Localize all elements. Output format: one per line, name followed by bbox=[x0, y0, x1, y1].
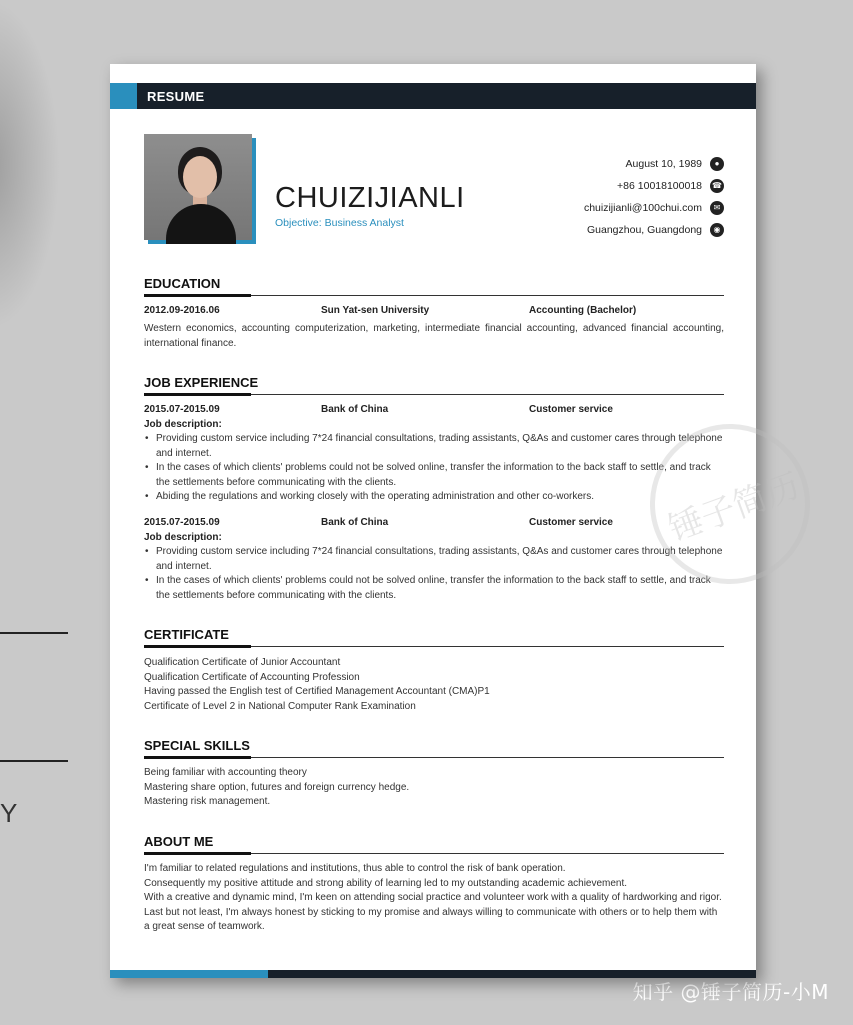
section-experience bbox=[144, 375, 724, 397]
contact-birthdate bbox=[584, 153, 724, 175]
section-title: CERTIFICATE bbox=[144, 627, 229, 642]
contact-list bbox=[584, 153, 724, 241]
resume-page bbox=[110, 64, 806, 978]
watermark-text: 知乎 @锤子简历-小M bbox=[632, 980, 829, 1004]
job-role: Customer service bbox=[529, 517, 613, 528]
list-item: Mastering share option, futures and foreign currency hedge. bbox=[144, 781, 410, 793]
stamp-text: 锤子简历 bbox=[663, 465, 806, 550]
list-item: Qualification Certificate of Junior Accountant bbox=[144, 657, 341, 668]
background-divider bbox=[0, 632, 68, 634]
background-divider bbox=[0, 760, 68, 762]
job-row bbox=[144, 404, 724, 418]
about-text bbox=[144, 862, 724, 935]
about-paragraph: With a creative and dynamic mind, I'm keen on attending social practice and volunteer work with a quality of hardworking and rigor. bbox=[144, 892, 722, 904]
background-letter: Y bbox=[0, 798, 18, 828]
contact-location bbox=[584, 219, 724, 241]
footer-accent bbox=[110, 970, 268, 978]
person-icon: ● bbox=[710, 157, 724, 171]
list-item: • Abiding the regulations and working closely with the operating administration and other co-workers. bbox=[144, 490, 726, 505]
section-about bbox=[144, 834, 724, 856]
profile-photo bbox=[144, 134, 256, 244]
job-description-label: Job description: bbox=[144, 419, 222, 430]
education-row bbox=[144, 305, 724, 319]
contact-email bbox=[584, 197, 724, 219]
about-paragraph: Last but not least, I'm always honest by sticking to my promise and always willing to communicate with others or to help them with a great sense of teamwork. bbox=[144, 906, 718, 933]
header-bar bbox=[110, 83, 756, 109]
list-item: Mastering risk management. bbox=[144, 796, 271, 808]
section-title: SPECIAL SKILLS bbox=[144, 738, 250, 753]
background-shadow bbox=[0, 0, 60, 330]
job-date: 2015.07-2015.09 bbox=[144, 404, 220, 415]
job-bullets bbox=[144, 432, 726, 505]
contact-phone bbox=[584, 175, 724, 197]
location-icon: ◉ bbox=[710, 223, 724, 237]
education-major: Accounting (Bachelor) bbox=[529, 305, 637, 316]
photo-image bbox=[144, 134, 252, 240]
profile-name: CHUIZIJIANLI bbox=[275, 182, 465, 214]
section-title: JOB EXPERIENCE bbox=[144, 375, 259, 390]
job-row bbox=[144, 517, 724, 531]
contact-text: +86 10018100018 bbox=[617, 180, 702, 192]
education-school: Sun Yat-sen University bbox=[321, 305, 430, 316]
list-item: • Providing custom service including 7*24 financial consultations, trading assistants, Q&As and customer cares through telephone and internet. bbox=[144, 545, 726, 574]
about-paragraph: Consequently my positive attitude and strong ability of learning led to my outstanding academic achievement. bbox=[144, 877, 628, 889]
profile-objective: Objective: Business Analyst bbox=[275, 217, 404, 229]
list-item: Qualification Certificate of Accounting Profession bbox=[144, 671, 360, 683]
section-title: EDUCATION bbox=[144, 276, 221, 291]
header-label: RESUME bbox=[147, 89, 205, 104]
job-date: 2015.07-2015.09 bbox=[144, 517, 220, 528]
job-company: Bank of China bbox=[321, 517, 389, 528]
section-title: ABOUT ME bbox=[144, 834, 214, 849]
phone-icon: ☎ bbox=[710, 179, 724, 193]
header-accent bbox=[110, 83, 137, 109]
about-paragraph: I'm familiar to related regulations and institutions, thus able to control the risk of bank operation. bbox=[144, 863, 566, 874]
section-certificate bbox=[144, 627, 724, 649]
education-description: Western economics, accounting computerization, marketing, intermediate financial accounting, advanced financial accounting, international finance. bbox=[144, 323, 724, 349]
job-description-label: Job description: bbox=[144, 532, 222, 543]
certificate-list bbox=[144, 656, 724, 714]
footer-bar bbox=[110, 970, 756, 978]
contact-text: chuizijianli@100chui.com bbox=[583, 202, 702, 214]
list-item: Being familiar with accounting theory bbox=[144, 767, 307, 778]
skills-list bbox=[144, 766, 724, 810]
list-item: Certificate of Level 2 in National Computer Rank Examination bbox=[144, 700, 416, 712]
list-item: • In the cases of which clients' problems could not be solved online, transfer the information to the back staff to settle, and track the settlements before communicating with the clients. bbox=[144, 574, 726, 603]
section-education bbox=[144, 276, 724, 298]
job-role: Customer service bbox=[529, 404, 613, 415]
section-skills bbox=[144, 738, 724, 760]
education-date: 2012.09-2016.06 bbox=[144, 305, 220, 316]
contact-text: August 10, 1989 bbox=[625, 158, 702, 170]
list-item: Having passed the English test of Certified Management Accountant (CMA)P1 bbox=[144, 686, 490, 698]
list-item: • In the cases of which clients' problems could not be solved online, transfer the information to the back staff to settle, and track the settlements before communicating with the clients. bbox=[144, 461, 726, 490]
job-bullets bbox=[144, 545, 726, 603]
list-item: • Providing custom service including 7*24 financial consultations, trading assistants, Q&As and customer cares through telephone and internet. bbox=[144, 432, 726, 461]
job-company: Bank of China bbox=[321, 404, 389, 415]
contact-text: Guangzhou, Guangdong bbox=[586, 224, 702, 236]
mail-icon: ✉ bbox=[710, 201, 724, 215]
